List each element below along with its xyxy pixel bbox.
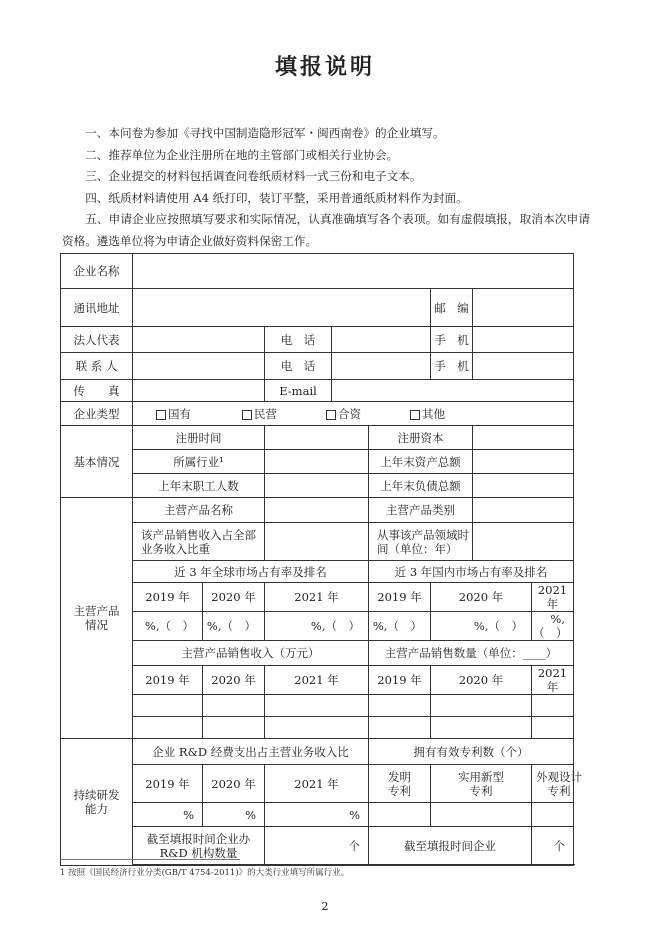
instruction-2: 二、推荐单位为企业注册所在地的主管部门或相关行业协会。 <box>85 147 399 162</box>
domestic-share-2020[interactable]: %,（ ） <box>431 612 532 641</box>
reg-time-field[interactable] <box>265 426 369 450</box>
label-mobile: 手 机 <box>431 327 473 353</box>
address-field[interactable] <box>133 289 431 327</box>
application-form <box>60 253 582 866</box>
spare-cell[interactable] <box>133 717 203 739</box>
company-type-options <box>133 402 574 426</box>
spare-cell[interactable] <box>265 717 369 739</box>
label-industry: 所属行业¹ <box>133 450 265 474</box>
global-year-2021: 2021 年 <box>265 583 369 612</box>
rd-ratio-2021[interactable]: % <box>265 803 369 827</box>
domestic-year-2019: 2019 年 <box>369 583 431 612</box>
global-share-2019[interactable]: %,（ ） <box>133 612 203 641</box>
patent-invention-field[interactable] <box>369 803 431 827</box>
label-company-type: 企业类型 <box>61 402 133 426</box>
global-year-2020: 2020 年 <box>203 583 265 612</box>
page-number: 2 <box>321 900 329 913</box>
product-category-field[interactable] <box>473 498 574 523</box>
label-revenue-share: 该产品销售收入占全部业务收入比重 <box>133 523 265 561</box>
label-company-name: 企业名称 <box>61 254 133 289</box>
label-employees: 上年末职工人数 <box>133 474 265 498</box>
employees-field[interactable] <box>265 474 369 498</box>
spare-cell[interactable] <box>532 717 574 739</box>
revenue-share-field[interactable] <box>265 523 369 561</box>
instructions <box>62 123 590 252</box>
revenue-2020-field[interactable] <box>203 695 265 717</box>
rd-ratio-2020[interactable]: % <box>203 803 265 827</box>
domestic-share-2019[interactable]: %,（ ） <box>369 612 431 641</box>
spare-cell[interactable] <box>431 717 532 739</box>
mobile-field[interactable] <box>473 327 574 353</box>
label-rd-ratio: 企业 R&D 经费支出占主营业务收入比 <box>133 739 369 765</box>
label-patent-utility: 实用新型专利 <box>431 765 532 803</box>
option-private[interactable]: 民营 <box>230 407 314 421</box>
legal-rep-field[interactable] <box>133 327 265 353</box>
email-field[interactable] <box>332 380 574 402</box>
instruction-1: 一、本问卷为参加《寻找中国制造隐形冠军・闽西南卷》的企业填写。 <box>85 126 445 140</box>
label-patent-design: 外观设计专利 <box>532 765 574 803</box>
label-fax: 传 真 <box>61 380 133 402</box>
label-postcode: 邮 编 <box>431 289 473 327</box>
global-share-2020[interactable]: %,（ ） <box>203 612 265 641</box>
checkbox-icon <box>410 410 420 420</box>
domestic-share-2021[interactable]: %,（ ） <box>532 612 574 641</box>
label-main-product-section: 主营产品情况 <box>61 498 133 739</box>
product-name-field[interactable] <box>265 498 369 523</box>
company-name-field[interactable] <box>133 254 574 289</box>
label-phone: 电 话 <box>265 327 332 353</box>
spare-cell[interactable] <box>369 717 431 739</box>
label-email: E-mail <box>265 380 332 402</box>
postcode-field[interactable] <box>473 289 574 327</box>
label-as-of-company: 截至填报时间企业 <box>369 827 532 865</box>
rd-ratio-2019[interactable]: % <box>133 803 203 827</box>
label-rd-section: 持续研发能力 <box>61 739 133 866</box>
instruction-3: 三、企业提交的材料包括调查问卷纸质材料一式三份和电子文本。 <box>85 169 422 183</box>
label-address: 通讯地址 <box>61 289 133 327</box>
revenue-year-2020: 2020 年 <box>203 666 265 695</box>
revenue-year-2019: 2019 年 <box>133 666 203 695</box>
global-share-2021[interactable]: %,（ ） <box>265 612 369 641</box>
label-reg-time: 注册时间 <box>133 426 265 450</box>
label-rd-institutions: 截至填报时间企业办 R&D 机构数量 <box>133 827 265 865</box>
total-assets-field[interactable] <box>473 450 574 474</box>
total-debt-field[interactable] <box>473 474 574 498</box>
label-global-share: 近 3 年全球市场占有率及排名 <box>133 561 369 583</box>
volume-2020-field[interactable] <box>431 695 532 717</box>
footnote: 1 按照《国民经济行业分类(GB/T 4754-2011)》的大类行业填写所属行业。 <box>60 868 350 878</box>
contact-mobile-field[interactable] <box>473 353 574 380</box>
volume-year-2020: 2020 年 <box>431 666 532 695</box>
volume-year-2019: 2019 年 <box>369 666 431 695</box>
contact-field[interactable] <box>133 353 265 380</box>
label-product-category: 主营产品类别 <box>369 498 473 523</box>
checkbox-icon <box>156 410 166 420</box>
rd-year-2020: 2020 年 <box>203 765 265 803</box>
label-reg-capital: 注册资本 <box>369 426 473 450</box>
label-patents: 拥有有效专利数（个） <box>369 739 574 765</box>
rd-institutions-field[interactable]: 个 <box>265 827 369 865</box>
label-contact-mobile: 手 机 <box>431 353 473 380</box>
patent-design-field[interactable] <box>532 803 574 827</box>
revenue-year-2021: 2021 年 <box>265 666 369 695</box>
volume-year-2021: 2021 年 <box>532 666 574 695</box>
label-basic-info: 基本情况 <box>61 426 133 498</box>
footnote-divider <box>60 859 240 860</box>
label-patent-invention: 发明专利 <box>369 765 431 803</box>
option-state-owned[interactable]: 国有 <box>134 407 230 421</box>
reg-capital-field[interactable] <box>473 426 574 450</box>
label-years-in-field: 从事该产品领域时间（单位：年） <box>369 523 473 561</box>
phone-field[interactable] <box>332 327 431 353</box>
domestic-year-2020: 2020 年 <box>431 583 532 612</box>
rd-year-2019: 2019 年 <box>133 765 203 803</box>
domestic-year-2021: 2021 年 <box>532 583 574 612</box>
checkbox-icon <box>326 410 336 420</box>
label-domestic-share: 近 3 年国内市场占有率及排名 <box>369 561 574 583</box>
checkbox-icon <box>242 410 252 420</box>
revenue-2021-field[interactable] <box>265 695 369 717</box>
label-total-assets: 上年末资产总额 <box>369 450 473 474</box>
label-legal-rep: 法人代表 <box>61 327 133 353</box>
contact-phone-field[interactable] <box>332 353 431 380</box>
label-sales-revenue: 主营产品销售收入（万元） <box>133 641 369 666</box>
industry-field[interactable] <box>265 450 369 474</box>
volume-2021-field[interactable] <box>532 695 574 717</box>
option-joint-venture[interactable]: 合资 <box>314 407 398 421</box>
rd-year-2021: 2021 年 <box>265 765 369 803</box>
label-total-debt: 上年末负债总额 <box>369 474 473 498</box>
years-in-field-field[interactable] <box>473 523 574 561</box>
label-contact: 联 系 人 <box>61 353 133 380</box>
label-sales-volume: 主营产品销售数量（单位：____） <box>369 641 574 666</box>
patent-utility-field[interactable] <box>431 803 532 827</box>
global-year-2019: 2019 年 <box>133 583 203 612</box>
instruction-4: 四、纸质材料请使用 A4 纸打印，装订平整，采用普通纸质材料作为封面。 <box>85 190 468 205</box>
fax-field[interactable] <box>133 380 265 402</box>
option-other[interactable]: 其他 <box>398 407 482 421</box>
page-title: 填报说明 <box>274 54 375 80</box>
label-product-name: 主营产品名称 <box>133 498 265 523</box>
volume-2019-field[interactable] <box>369 695 431 717</box>
revenue-2019-field[interactable] <box>133 695 203 717</box>
spare-cell[interactable] <box>203 717 265 739</box>
as-of-company-field[interactable]: 个 <box>532 827 574 865</box>
label-contact-phone: 电 话 <box>265 353 332 380</box>
instruction-5: 五、申请企业应按照填写要求和实际情况，认真准确填写各个表项。如有虚假填报，取消本次申请资格。遴选单位将为申请企业做好资料保密工作。 <box>62 212 590 248</box>
